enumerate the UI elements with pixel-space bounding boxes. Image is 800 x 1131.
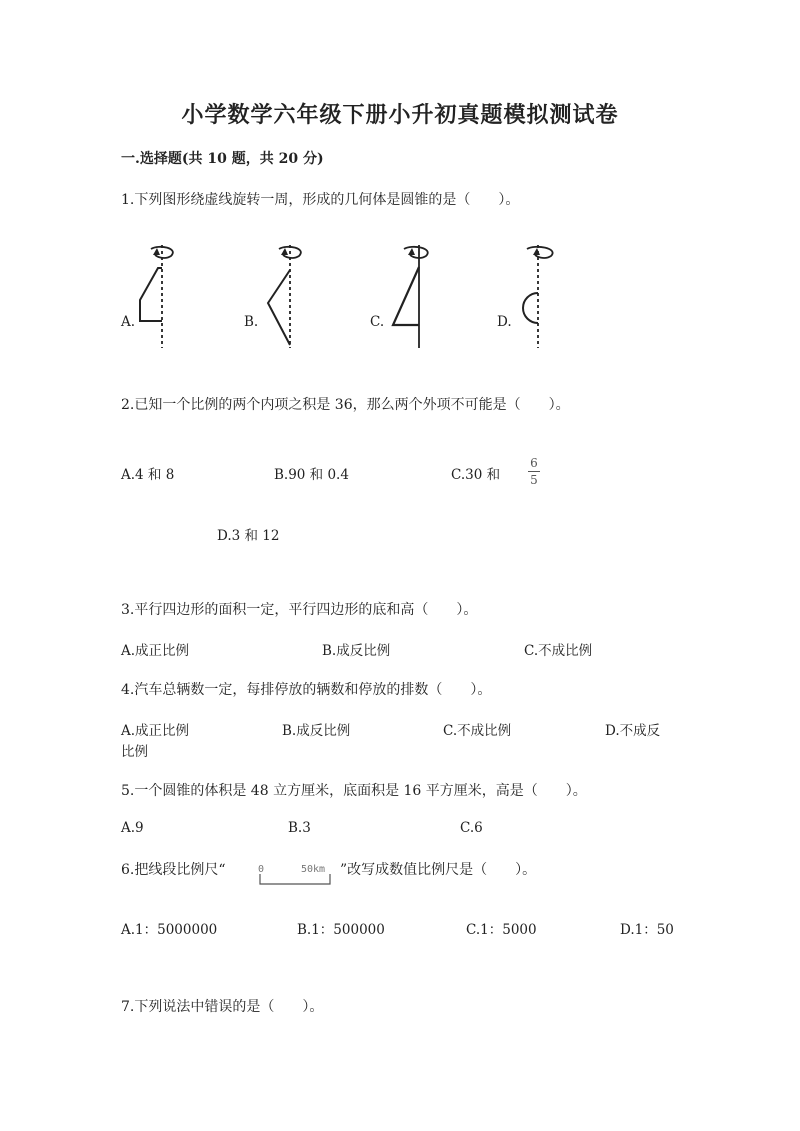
q2-fraction bbox=[526, 456, 542, 487]
scale-bar bbox=[254, 858, 340, 888]
q6-option-c[interactable]: C.1：5000 bbox=[466, 922, 537, 938]
question-5: 5.一个圆锥的体积是 48 立方厘米，底面积是 16 平方厘米，高是（ ）。 bbox=[121, 783, 587, 799]
q6-option-b[interactable]: B.1：500000 bbox=[297, 922, 385, 938]
question-4: 4.汽车总辆数一定，每排停放的辆数和停放的排数（ ）。 bbox=[121, 682, 492, 698]
question-3: 3.平行四边形的面积一定，平行四边形的底和高（ ）。 bbox=[121, 602, 478, 618]
q3-option-a[interactable]: A.成正比例 bbox=[121, 643, 190, 659]
q5-option-a[interactable]: A.9 bbox=[121, 820, 144, 836]
q4-option-b[interactable]: B.成反比例 bbox=[282, 723, 351, 739]
q2-option-c[interactable]: C.30 和 bbox=[451, 467, 501, 483]
q1-figure-d bbox=[515, 245, 560, 350]
q5-option-c[interactable]: C.6 bbox=[460, 820, 483, 836]
q1-option-a[interactable]: A. bbox=[121, 314, 136, 330]
question-6-prefix: 6.把线段比例尺“ bbox=[121, 862, 226, 878]
scale-start-label: 0 bbox=[258, 864, 265, 875]
q5-option-b[interactable]: B.3 bbox=[288, 820, 311, 836]
q1-figure-c bbox=[390, 245, 435, 350]
q4-option-d[interactable]: D.不成反 bbox=[605, 723, 661, 739]
q3-option-b[interactable]: B.成反比例 bbox=[322, 643, 391, 659]
q1-option-b[interactable]: B. bbox=[244, 314, 259, 330]
scale-end-label: 50km bbox=[301, 864, 326, 875]
section-heading: 一.选择题(共 10 题，共 20 分) bbox=[121, 151, 324, 167]
q4-option-c[interactable]: C.不成比例 bbox=[443, 723, 512, 739]
q4-option-a[interactable]: A.成正比例 bbox=[121, 723, 190, 739]
scale-line bbox=[259, 874, 335, 886]
q1-option-d[interactable]: D. bbox=[497, 314, 512, 330]
q1-option-c[interactable]: C. bbox=[370, 314, 385, 330]
q2-option-a[interactable]: A.4 和 8 bbox=[121, 467, 175, 483]
q6-option-a[interactable]: A.1：5000000 bbox=[121, 922, 218, 938]
fraction-numerator: 6 bbox=[530, 456, 538, 470]
q2-option-b[interactable]: B.90 和 0.4 bbox=[274, 467, 349, 483]
question-7: 7.下列说法中错误的是（ ）。 bbox=[121, 999, 324, 1015]
q1-figure-a bbox=[135, 245, 180, 350]
question-1: 1.下列图形绕虚线旋转一周，形成的几何体是圆锥的是（ ）。 bbox=[121, 192, 520, 208]
q2-option-d[interactable]: D.3 和 12 bbox=[217, 528, 280, 544]
q4-option-d-wrap: 比例 bbox=[121, 744, 148, 760]
q6-option-d[interactable]: D.1：50 bbox=[620, 922, 674, 938]
question-6-suffix: ”改写成数值比例尺是（ ）。 bbox=[340, 862, 537, 878]
page-title: 小学数学六年级下册小升初真题模拟测试卷 bbox=[181, 102, 619, 128]
fraction-denominator: 5 bbox=[530, 473, 538, 487]
question-2: 2.已知一个比例的两个内项之积是 36，那么两个外项不可能是（ ）。 bbox=[121, 397, 570, 413]
q1-figure-b bbox=[263, 245, 308, 350]
q3-option-c[interactable]: C.不成比例 bbox=[524, 643, 593, 659]
